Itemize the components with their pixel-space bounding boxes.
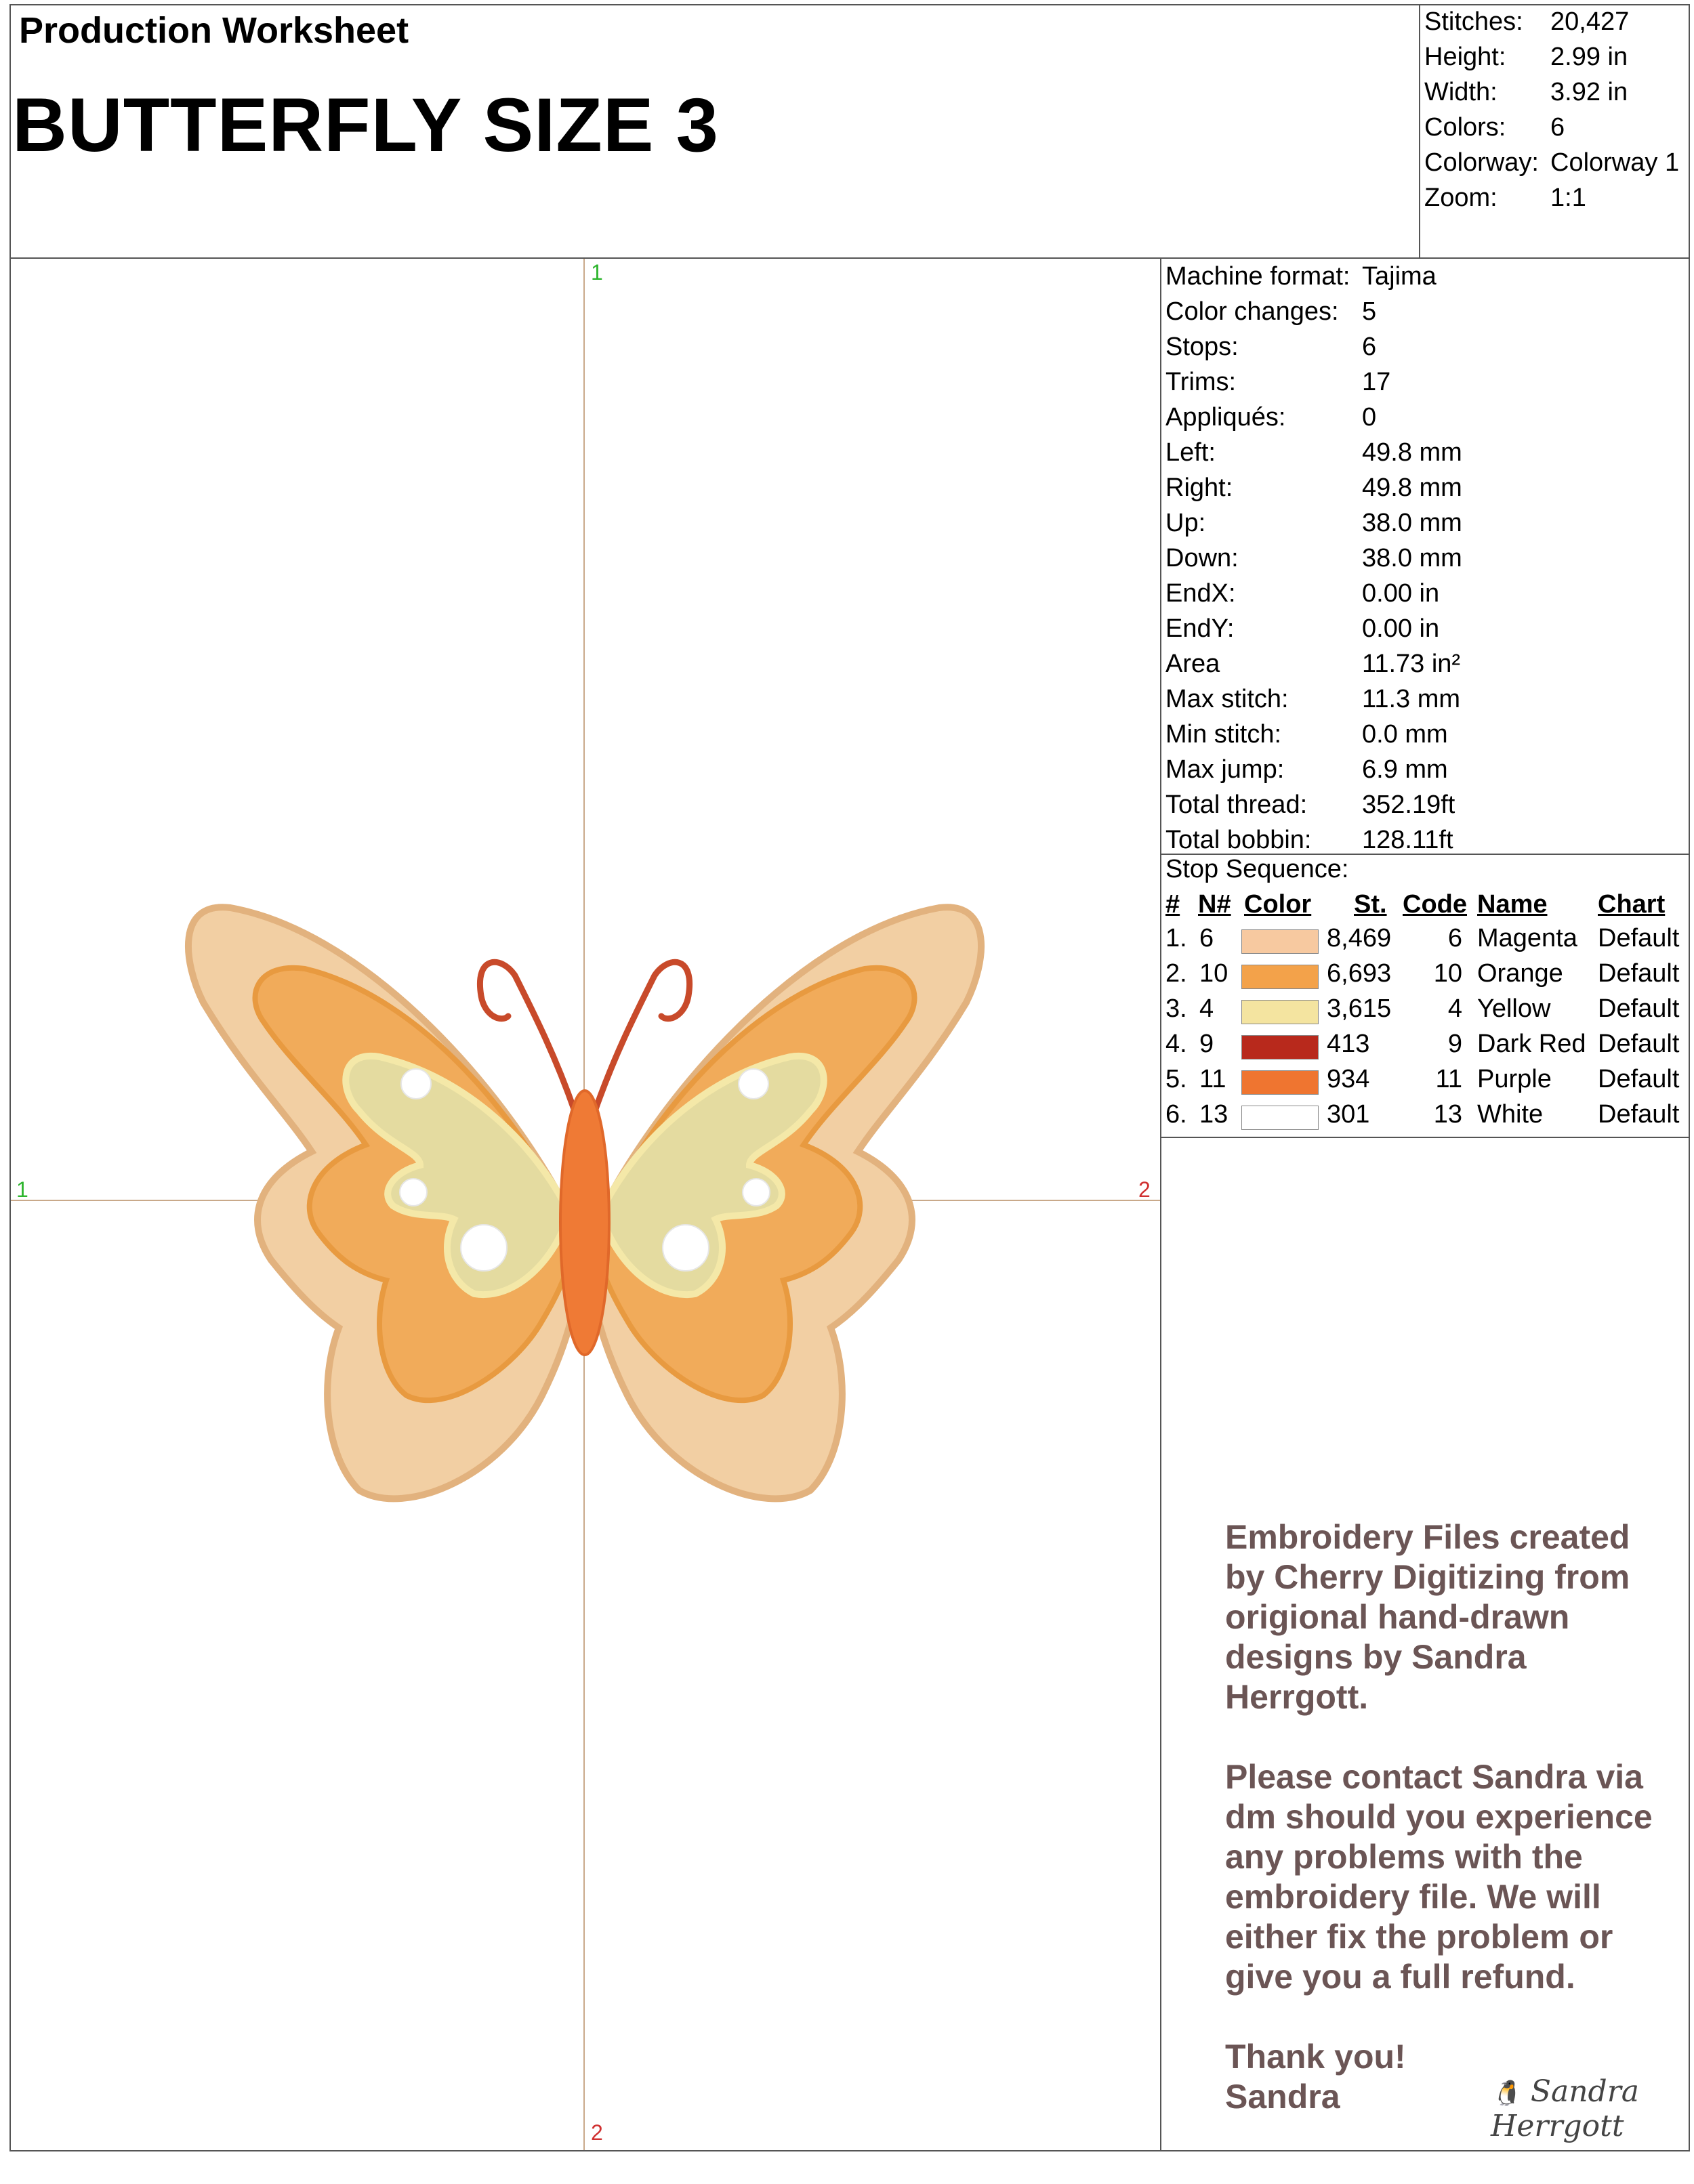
axis-label-bottom: 2	[591, 2120, 603, 2145]
signature-text: Sandra Herrgott	[1491, 2074, 1639, 2143]
seq-name: Yellow	[1477, 994, 1551, 1023]
seq-needle: 4	[1199, 994, 1214, 1023]
seq-num: 5.	[1165, 1065, 1187, 1093]
header-name: Name	[1477, 890, 1548, 919]
left-dot-large-top	[401, 1069, 431, 1099]
seq-chart: Default	[1598, 1030, 1680, 1058]
seq-name: Magenta	[1477, 924, 1577, 952]
seq-needle: 6	[1199, 924, 1214, 952]
seq-needle: 10	[1199, 959, 1228, 988]
signature-logo	[1491, 2074, 1694, 2143]
summary-label: Height:	[1424, 43, 1506, 71]
seq-stitches: 3,615	[1327, 994, 1392, 1023]
machine-stat-label: Total thread:	[1165, 791, 1308, 819]
notice-paragraph-support: Please contact Sandra via dm should you experience any problems with the embroidery file. We will either fix the problem or give you a full refund.	[1225, 1758, 1653, 1996]
header-color: Color	[1244, 890, 1312, 919]
seq-code: 10	[1433, 959, 1462, 988]
seq-needle: 13	[1199, 1100, 1228, 1129]
machine-stat-label: Left:	[1165, 438, 1216, 467]
seq-num: 1.	[1165, 924, 1187, 952]
header-nnum: N#	[1198, 890, 1231, 919]
summary-value: 2.99 in	[1550, 43, 1628, 71]
seq-needle: 9	[1199, 1030, 1214, 1058]
seq-chart: Default	[1598, 994, 1680, 1023]
machine-stat-label: Max stitch:	[1165, 685, 1289, 713]
header-st: St.	[1354, 890, 1387, 919]
summary-label: Colorway:	[1424, 148, 1539, 177]
worksheet-label: Production Worksheet	[19, 10, 409, 51]
machine-stat-label: Trims:	[1165, 368, 1237, 396]
machine-stat-value: 0	[1362, 403, 1377, 432]
machine-stat-label: Down:	[1165, 544, 1239, 572]
design-title: BUTTERFLY SIZE 3	[12, 83, 719, 167]
summary-label: Stitches:	[1424, 7, 1523, 36]
axis-label-top: 1	[591, 260, 603, 285]
summary-label: Zoom:	[1424, 184, 1497, 212]
header-chart: Chart	[1598, 890, 1666, 919]
summary-value: 1:1	[1550, 184, 1586, 212]
seq-code: 4	[1447, 994, 1462, 1023]
seq-code: 11	[1435, 1065, 1462, 1093]
seq-code: 13	[1433, 1100, 1462, 1129]
seq-chart: Default	[1598, 959, 1680, 988]
seq-stitches: 6,693	[1327, 959, 1392, 988]
axis-label-left: 1	[16, 1177, 28, 1202]
seq-name: Dark Red	[1477, 1030, 1586, 1058]
header-num: #	[1165, 890, 1180, 919]
machine-stat-label: Stops:	[1165, 333, 1239, 361]
machine-stat-value: 0.00 in	[1362, 579, 1440, 608]
header-code: Code	[1403, 890, 1467, 919]
notice-thanks: Thank you!	[1225, 2038, 1406, 2076]
machine-stat-value: 0.0 mm	[1362, 720, 1448, 749]
summary-value: 3.92 in	[1550, 78, 1628, 106]
machine-stat-value: 11.3 mm	[1362, 685, 1461, 713]
machine-stat-value: 128.11ft	[1362, 826, 1453, 854]
seq-code: 6	[1447, 924, 1462, 952]
machine-stat-value: 5	[1362, 297, 1377, 326]
machine-stat-value: 49.8 mm	[1362, 438, 1462, 467]
machine-stat-label: Total bobbin:	[1165, 826, 1312, 854]
seq-chart: Default	[1598, 1065, 1680, 1093]
machine-stat-label: Machine format:	[1165, 262, 1350, 291]
seq-chart: Default	[1598, 1100, 1680, 1129]
right-dot-large-top	[739, 1069, 768, 1099]
machine-stat-label: Min stitch:	[1165, 720, 1282, 749]
right-dot-small	[743, 1179, 770, 1206]
penguin-icon: 🐧	[1491, 2080, 1521, 2107]
seq-num: 3.	[1165, 994, 1187, 1023]
summary-label: Width:	[1424, 78, 1497, 106]
right-antenna	[595, 962, 690, 1111]
summary-label: Colors:	[1424, 113, 1506, 142]
left-dot-small	[400, 1179, 427, 1206]
machine-stat-value: 17	[1362, 368, 1391, 396]
machine-stat-value: 38.0 mm	[1362, 509, 1462, 537]
seq-num: 6.	[1165, 1100, 1187, 1129]
notice-paragraph-credits: Embroidery Files created by Cherry Digitizing from origional hand-drawn designs by Sandra Herrgott.	[1225, 1518, 1630, 1716]
summary-value: 20,427	[1550, 7, 1630, 36]
machine-stat-label: Right:	[1165, 474, 1233, 502]
left-dot-large-bottom	[461, 1225, 507, 1271]
axis-label-right: 2	[1138, 1177, 1151, 1202]
notice-signoff: Sandra	[1225, 2078, 1340, 2116]
butterfly-body	[560, 1091, 609, 1355]
creator-notice	[1225, 1517, 1659, 2117]
machine-stat-value: 38.0 mm	[1362, 544, 1462, 572]
machine-stat-label: Up:	[1165, 509, 1206, 537]
right-dot-large-bottom	[663, 1225, 709, 1271]
seq-chart: Default	[1598, 924, 1680, 952]
summary-value: 6	[1550, 113, 1565, 142]
machine-stat-label: Area	[1165, 650, 1220, 678]
seq-needle: 11	[1199, 1065, 1226, 1093]
machine-stat-label: Appliqués:	[1165, 403, 1286, 432]
left-antenna	[480, 962, 575, 1111]
seq-name: White	[1477, 1100, 1544, 1129]
seq-num: 2.	[1165, 959, 1187, 988]
seq-code: 9	[1447, 1030, 1462, 1058]
seq-name: Purple	[1477, 1065, 1552, 1093]
seq-stitches: 413	[1327, 1030, 1370, 1058]
machine-stat-value: 6	[1362, 333, 1377, 361]
seq-stitches: 934	[1327, 1065, 1370, 1093]
seq-stitches: 8,469	[1327, 924, 1392, 952]
machine-stat-value: 11.73 in²	[1362, 650, 1461, 678]
machine-stat-value: 0.00 in	[1362, 614, 1440, 643]
machine-stat-label: Color changes:	[1165, 297, 1339, 326]
summary-value: Colorway 1	[1550, 148, 1680, 177]
machine-stat-value: 352.19ft	[1362, 791, 1455, 819]
seq-stitches: 301	[1327, 1100, 1370, 1129]
machine-stat-label: EndY:	[1165, 614, 1235, 643]
machine-stat-value: Tajima	[1362, 262, 1437, 291]
seq-num: 4.	[1165, 1030, 1187, 1058]
machine-stat-value: 49.8 mm	[1362, 474, 1462, 502]
machine-stat-label: Max jump:	[1165, 755, 1285, 784]
seq-name: Orange	[1477, 959, 1563, 988]
machine-stat-value: 6.9 mm	[1362, 755, 1448, 784]
machine-stat-label: EndX:	[1165, 579, 1236, 608]
stop-sequence-title: Stop Sequence:	[1165, 855, 1349, 883]
